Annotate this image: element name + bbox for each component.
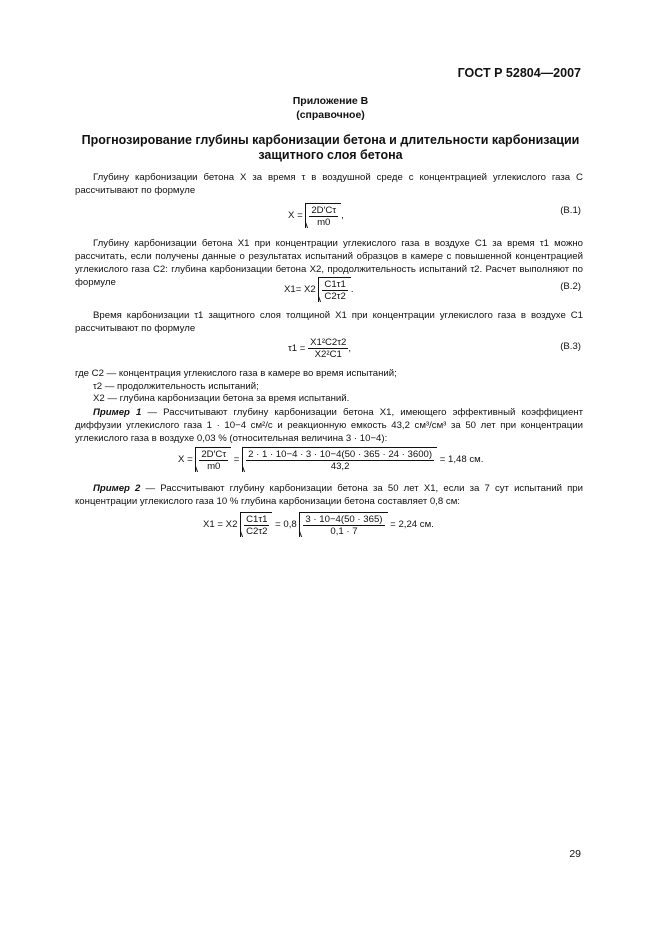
ex2-sqrt-1 xyxy=(240,512,272,537)
formula-b2-lhs: X1= X2 xyxy=(284,284,316,296)
page-number: 29 xyxy=(569,848,581,860)
ex2-numerator-2: 3 · 10−4(50 · 365) xyxy=(305,514,383,525)
formula-b3: τ1 = $\frac{\text{X1²C2τ2}}{\text{X2²C1}}$ , xyxy=(288,337,352,360)
ex2-eq: = 0,8 xyxy=(275,519,297,531)
where-line-1: где C2 — концентрация углекислого газа в камере во время испытаний; xyxy=(75,368,397,379)
ex1-sqrt-2 xyxy=(242,447,437,472)
example-1 xyxy=(75,406,583,445)
paragraph-1-text: Глубину карбонизации бетона X за время τ в воздушной среде с концентрацией углекислого газа C рассчитывают по формуле xyxy=(75,172,583,196)
example-1-label-wrap xyxy=(75,407,141,418)
formula-b1-numerator: 2D′Cτ xyxy=(311,205,337,216)
example-2-text: — Рассчитывают глубину карбонизации бетона за 50 лет X1, если за 7 сут испытаний при концентрации углекислого газа 10 % глубина карбонизации бетона составляет 0,8 см: xyxy=(75,483,583,507)
formula-b2-sqrt xyxy=(318,277,350,302)
formula-example-2 xyxy=(203,512,434,537)
ex1-denominator-1: m0 xyxy=(207,461,221,472)
example-1-text: — Рассчитывают глубину карбонизации бетона X1, имеющего эффективный коэффициент диффузии углекислого газа 1 · 10−4 см²/с и реакционную емкость 43,2 см³/см³ за 50 лет при концентрации углекислого газа в воздухе 0,03 % (относительная величина 3 · 10−4): xyxy=(75,407,583,444)
paragraph-1 xyxy=(75,171,583,197)
where-line-3: X2 — глубина карбонизации бетона за время испытаний. xyxy=(93,393,350,404)
ex2-sqrt-2 xyxy=(299,512,387,537)
example-1-label: Пример 1 xyxy=(93,407,142,418)
appendix-label: Приложение В xyxy=(292,95,369,107)
ex1-sqrt-1 xyxy=(195,447,231,472)
example-2-label-wrap xyxy=(75,483,140,494)
where-line-2: τ2 — продолжительность испытаний; xyxy=(93,381,259,392)
ex2-denominator-1: C2τ2 xyxy=(246,526,268,537)
formula-b1-denominator: m0 xyxy=(317,217,331,228)
formula-b2: X1= X2 $\frac{C1\tau 1}{C2\tau 2}$ . xyxy=(284,279,354,302)
standard-number: ГОСТ Р 52804—2007 xyxy=(457,66,581,80)
formula-b2-denominator: C2τ2 xyxy=(324,291,346,302)
paragraph-2-text: Глубину карбонизации бетона X1 при концентрации углекислого газа в воздухе C1 за время τ1 можно рассчитать, если получены данные о результатах испытаний образцов в камере с повышенной концентрацией углекислого газа C2: глубина карбонизации бетона X2, продолжительность испытаний τ2. Расчет выполняют по формуле xyxy=(75,238,583,288)
ex1-numerator-2: 2 · 1 · 10−4 · 3 · 10−4(50 · 365 · 24 · 3600) xyxy=(248,449,433,460)
ex2-fraction-1 xyxy=(244,514,269,537)
appendix-title xyxy=(0,133,661,163)
ex1-denominator-2: 43,2 xyxy=(330,461,350,472)
ex1-result: = 1,48 см. xyxy=(439,454,484,466)
ex2-fraction-2 xyxy=(303,514,384,537)
ex1-fraction-2 xyxy=(246,449,434,472)
formula-b2-numerator: C1τ1 xyxy=(324,279,346,290)
ex1-lhs: X = xyxy=(178,454,193,466)
ex2-lhs: X1 = X2 xyxy=(203,519,238,531)
formula-b1-lhs: X = xyxy=(288,210,303,222)
title-line-2: защитного слоя бетона xyxy=(258,148,403,162)
ex1-fraction-1 xyxy=(199,449,228,472)
example-2-label: Пример 2 xyxy=(93,483,141,494)
formula-b3-lhs: τ1 = xyxy=(288,343,306,355)
formula-b1: X = $\frac{2D'C\tau}{m0}$ , xyxy=(288,205,344,228)
formula-b2-fraction xyxy=(322,279,347,302)
ex2-result: = 2,24 см. xyxy=(390,519,434,531)
example-2 xyxy=(75,482,583,508)
paragraph-3-text: Время карбонизации τ1 защитного слоя толщиной X1 при концентрации углекислого газа в воздухе C1 рассчитывают по формуле xyxy=(75,310,583,334)
formula-b1-sqrt xyxy=(305,203,341,228)
formula-b3-denominator: X2²C1 xyxy=(314,349,342,360)
equation-number-b2: (В.2) xyxy=(560,281,581,292)
ex1-eq: = xyxy=(233,454,240,466)
equation-number-b3: (В.3) xyxy=(560,341,581,352)
paragraph-3 xyxy=(75,309,583,335)
formula-b3-numerator: X1²C2τ2 xyxy=(310,337,347,348)
formula-example-1 xyxy=(178,447,483,472)
ex2-numerator-1: C1τ1 xyxy=(246,514,268,525)
appendix-type: (справочное) xyxy=(296,109,365,121)
formula-b3-fraction xyxy=(308,337,348,360)
formula-b1-fraction xyxy=(309,205,338,228)
title-line-1: Прогнозирование глубины карбонизации бетона и длительности карбонизации xyxy=(81,133,580,147)
ex2-denominator-2: 0,1 · 7 xyxy=(330,526,358,537)
equation-number-b1: (В.1) xyxy=(560,205,581,216)
ex1-numerator-1: 2D′Cτ xyxy=(201,449,227,460)
